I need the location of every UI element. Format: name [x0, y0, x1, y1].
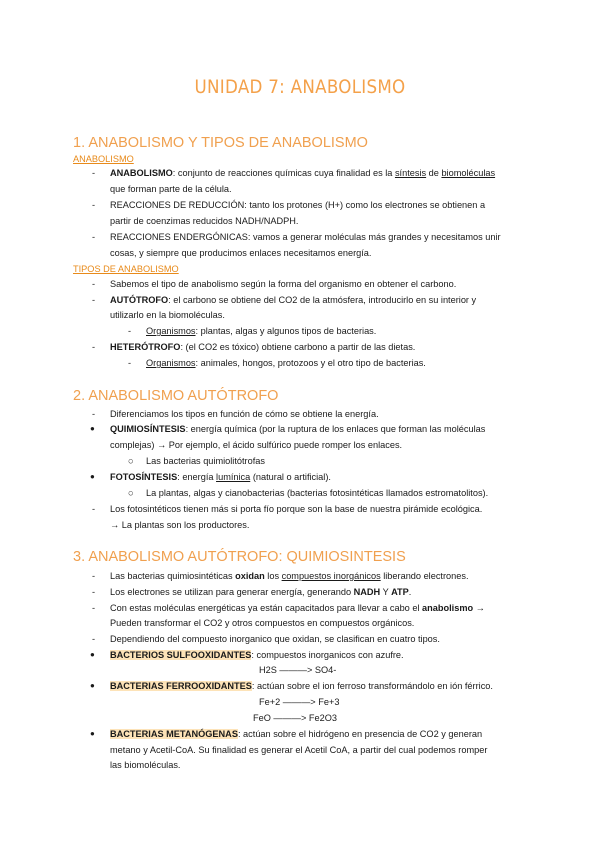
circle-marker: ○	[128, 456, 134, 466]
bullet-organismos-autotrofos: Organismos: plantas, algas y algunos tipos de bacterias.	[146, 326, 377, 336]
bullet-electrones: Los electrones se utilizan para generar energía, generando NADH Y ATP.	[110, 587, 412, 597]
dash-marker: -	[92, 504, 96, 514]
bullet-organismos-heterotrofos: Organismos: animales, hongos, protozoos y el otro tipo de bacterias.	[146, 358, 426, 368]
bullet-plantas-algas: La plantas, algas y cianobacterias (bacterias fotosintéticas llamados estromatolitos).	[146, 488, 489, 498]
bullet-endergonicas: REACCIONES ENDERGÓNICAS: vamos a generar moléculas más grandes y necesitamos unir	[110, 232, 501, 242]
bullet-autotrofo: AUTÓTROFO: el carbono se obtiene del CO2 de la atmósfera, introducirlo en su interior y	[110, 295, 477, 305]
dash-marker: -	[92, 279, 96, 289]
dot-marker: ●	[90, 650, 95, 659]
bullet-heterotrofo: HETERÓTROFO: (el CO2 es tóxico) obtiene carbono a partir de las dietas.	[110, 342, 416, 352]
dash-marker: -	[92, 200, 96, 210]
bullet-moleculas-energeticas-cont: Pueden transformar el CO2 y otros compuestos en compuestos orgánicos.	[110, 618, 415, 628]
dash-marker: -	[92, 232, 96, 242]
bullet-tipo-anabolismo: Sabemos el tipo de anabolismo según la forma del organismo en obtener el carbono.	[110, 279, 457, 289]
bullet-fotosintesis: FOTOSÍNTESIS: energía lumínica (natural o artificial).	[110, 472, 331, 482]
bullet-fotosinteticos-cont: → La plantas son los productores.	[110, 520, 250, 530]
dot-marker: ●	[90, 472, 95, 481]
page-title: UNIDAD 7: ANABOLISMO	[194, 76, 406, 98]
dash-marker: -	[92, 295, 96, 305]
subheading-tipos: TIPOS DE ANABOLISMO	[73, 264, 179, 274]
section-2-heading: 2. ANABOLISMO AUTÓTROFO	[73, 388, 279, 404]
bullet-anabolismo: ANABOLISMO: conjunto de reacciones químicas cuya finalidad es la síntesis de biomoléculas	[110, 168, 496, 178]
bullet-oxidan: Las bacterias quimiosintéticas oxidan los compuestos inorgánicos liberando electrones.	[110, 571, 469, 581]
dash-marker: -	[92, 342, 96, 352]
dot-marker: ●	[90, 681, 95, 690]
dash-marker: -	[92, 571, 96, 581]
dot-marker: ●	[90, 424, 95, 433]
bullet-autotrofo-cont: utilizarlo en la biomoléculas.	[110, 310, 225, 320]
dash-marker: -	[92, 634, 96, 644]
formula-fe2: Fe+2 ———> Fe+3	[259, 697, 340, 707]
bullet-quimiolitotrofas: Las bacterias quimiolitótrofas	[146, 456, 265, 466]
bullet-endergonicas-cont: cosas, y siempre que producimos enlaces necesitamos energía.	[110, 248, 372, 258]
formula-feo: FeO ———> Fe2O3	[253, 713, 337, 723]
bullet-reduccion: REACCIONES DE REDUCCIÓN: tanto los protones (H+) como los electrones se obtienen a	[110, 200, 486, 210]
bullet-anabolismo-cont: que forman parte de la célula.	[110, 184, 232, 194]
bullet-moleculas-energeticas: Con estas moléculas energéticas ya están capacitados para llevar a cabo el anabolismo →	[110, 603, 485, 613]
circle-marker: ○	[128, 488, 134, 498]
dash-marker: -	[92, 409, 96, 419]
bullet-sulfooxidantes: BACTERIOS SULFOOXIDANTES: compuestos inorganicos con azufre.	[110, 650, 404, 660]
dash-marker: -	[92, 603, 96, 613]
dash-marker: -	[92, 168, 96, 178]
bullet-metanogenas-cont: metano y Acetil-CoA. Su finalidad es generar el Acetil CoA, a partir del cual podemos romper	[110, 745, 488, 755]
bullet-quimiosintesis-cont: complejas) → Por ejemplo, el ácido sulfúrico puede romper los enlaces.	[110, 440, 403, 450]
dash-marker: -	[128, 326, 132, 336]
dash-marker: -	[128, 358, 132, 368]
subheading-anabolismo: ANABOLISMO	[73, 154, 134, 164]
dot-marker: ●	[90, 729, 95, 738]
bullet-dependiendo: Dependiendo del compuesto inorganico que oxidan, se clasifican en cuatro tipos.	[110, 634, 440, 644]
bullet-fotosinteticos: Los fotosintéticos tienen más si porta fío porque son la base de nuestra pirámide ecológica.	[110, 504, 483, 514]
bullet-reduccion-cont: partir de coenzimas reducidos NADH/NADPH.	[110, 216, 299, 226]
bullet-metanogenas-cont-2: las biomoléculas.	[110, 760, 181, 770]
bullet-quimiosintesis: QUIMIOSÍNTESIS: energía química (por la ruptura de los enlaces que forman las moléculas	[110, 424, 486, 434]
formula-h2s: H2S ———> SO4-	[259, 665, 337, 675]
bullet-diferenciamos: Diferenciamos los tipos en función de cómo se obtiene la energía.	[110, 409, 379, 419]
section-1-heading: 1. ANABOLISMO Y TIPOS DE ANABOLISMO	[73, 135, 368, 151]
section-3-heading: 3. ANABOLISMO AUTÓTROFO: QUIMIOSINTESIS	[73, 549, 406, 565]
bullet-ferrooxidantes: BACTERIAS FERROOXIDANTES: actúan sobre el ion ferroso transformándolo en ión férrico.	[110, 681, 493, 691]
bullet-metanogenas: BACTERIAS METANÓGENAS: actúan sobre el hidrógeno en presencia de CO2 y generan	[110, 729, 483, 739]
dash-marker: -	[92, 587, 96, 597]
